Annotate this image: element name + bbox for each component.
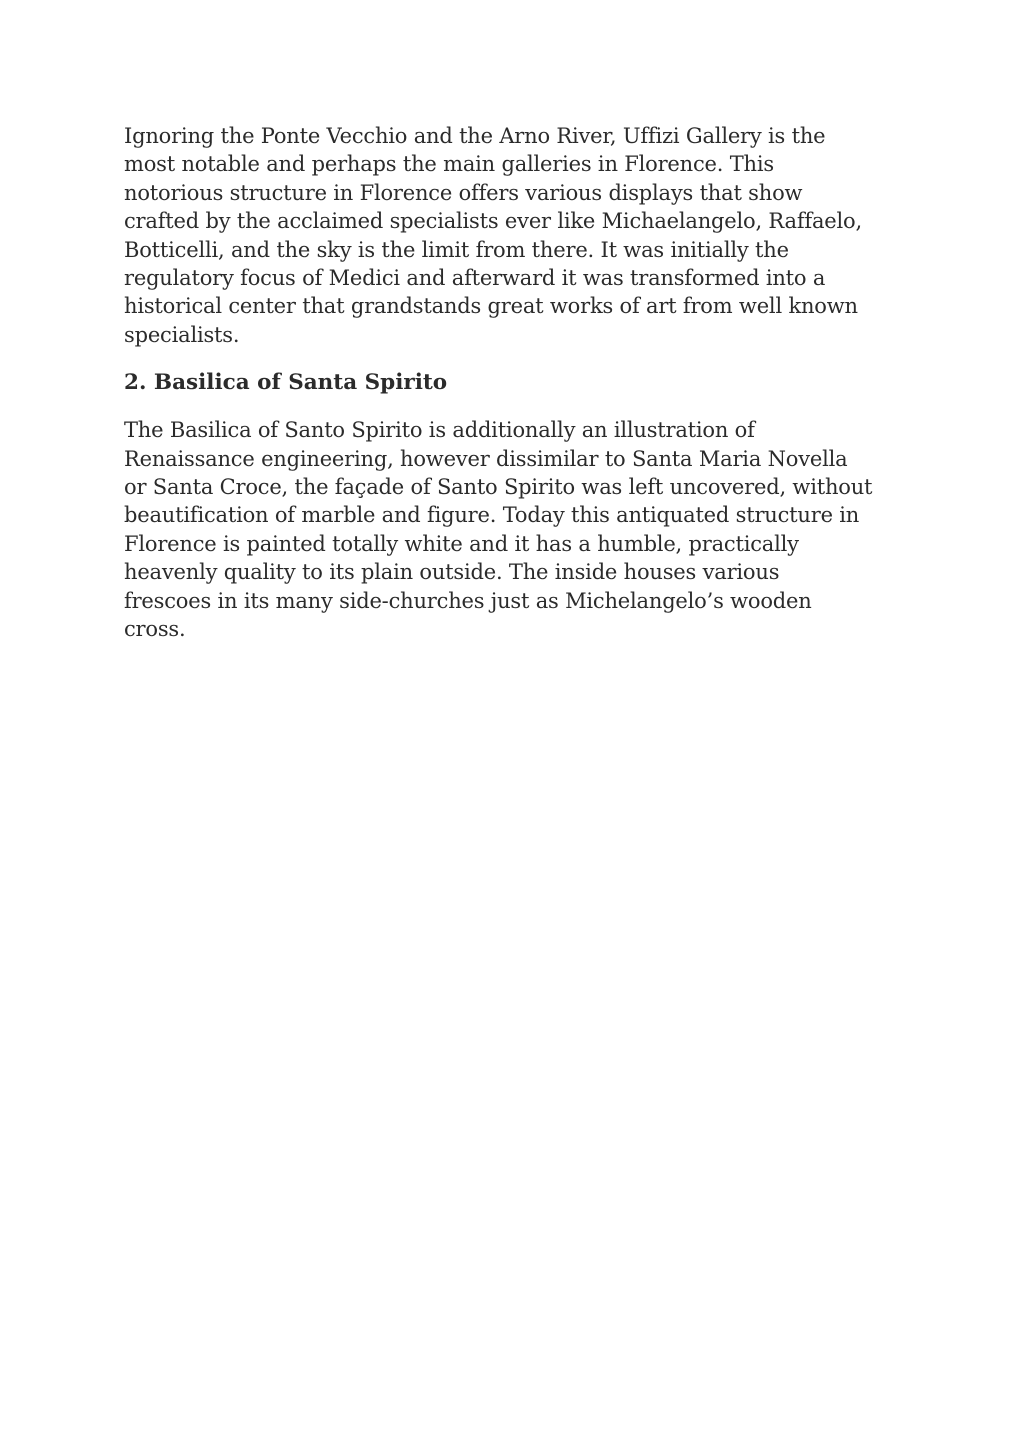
paragraph-line: Ignoring the Ponte Vecchio and the Arno River, Uffizi Gallery is the (124, 124, 826, 148)
paragraph-line: specialists. (124, 322, 240, 347)
paragraph-line: notorious structure in Florence offers various displays that show (124, 180, 803, 205)
paragraph-line: heavenly quality to its plain outside. The inside houses various (124, 560, 780, 585)
paragraph-line: frescoes in its many side-churches just as Michelangelo’s wooden (124, 588, 812, 613)
paragraph-line: Renaissance engineering, however dissimilar to Santa Maria Novella (124, 446, 848, 471)
paragraph-line: cross. (124, 617, 186, 642)
paragraph-santo-spirito (124, 416, 904, 643)
paragraph-line: crafted by the acclaimed specialists ever like Michaelangelo, Raffaelo, (124, 209, 862, 234)
section-heading: 2. Basilica of Santa Spirito (124, 370, 448, 396)
paragraph-line: or Santa Croce, the façade of Santo Spirito was left uncovered, without (124, 475, 873, 500)
paragraph-line: most notable and perhaps the main galleries in Florence. This (124, 152, 774, 177)
paragraph-line: Florence is painted totally white and it has a humble, practically (124, 531, 799, 556)
paragraph-line: regulatory focus of Medici and afterward it was transformed into a (124, 266, 826, 291)
paragraph-line: Botticelli, and the sky is the limit from there. It was initially the (124, 237, 789, 262)
paragraph-line: beautification of marble and figure. Today this antiquated structure in (124, 503, 860, 528)
paragraph-line: historical center that grandstands great works of art from well known (124, 294, 858, 319)
document-page (124, 122, 904, 644)
paragraph-line: The Basilica of Santo Spirito is additionally an illustration of (124, 418, 755, 443)
paragraph-uffizi (124, 122, 904, 349)
